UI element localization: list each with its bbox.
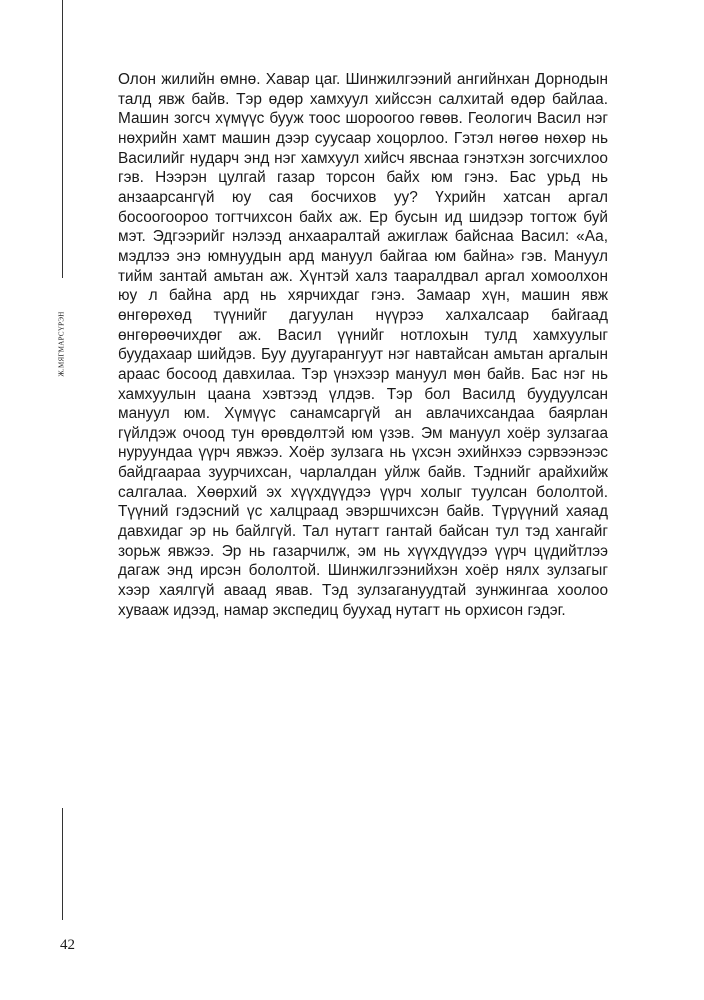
page-number: 42: [60, 937, 75, 953]
margin-rule-bottom: [62, 808, 63, 920]
margin-rule-top: [62, 0, 63, 278]
running-head-author: Ж.МЯГМАРСҮРЭН: [58, 311, 67, 377]
body-paragraph: Олон жилийн өмнө. Хавар цаг. Шинжилгээний ангийнхан Дорнодын талд явж байв. Тэр өдөр хамхуул хийссэн салхитай өдөр байлаа. Машин зогсч хүмүүс бууж тоос шороогоо гөвөв. Геологич Васил нэг нөхрийн хамт машин дээр суусаар хоцорлоо. Гэтэл нөгөө нөхөр нь Василийг нударч энд нэг хамхуул хийсч явснаа гэнэтхэн зогсчихлоо гэв. Нээрэн цулгай газар торсон байх юм гэнэ. Бас урьд нь анзаарсангүй юу сая босчихов уу? Үхрийн хатсан аргал босоогоороо тогтчихсон байх аж. Ер бусын ид шидээр тогтож буй мэт. Эдгээрийг нэлээд анхааралтай ажиглаж байснаа Васил: «Аа, мэдлээ энэ юмнуудын ард мануул байгаа юм байна» гэв. Мануул тийм зантай амьтан аж. Хүнтэй халз тааралдвал аргал хомоолхон юу л байна ард нь хярчихдаг гэнэ. Замаар хүн, машин явж өнгөрөхөд түүнийг дагуулан нүүрээ халхалсаар байгаад өнгөрөөчихдөг аж. Васил үүнийг нотлохын тулд хамхуулыг буудахаар шийдэв. Буу дуугарангуут нэг навтайсан амьтан аргалын араас босоод давхилаа. Тэр үнэхээр мануул мөн байв. Бас нэг нь хамхуулын цаана хэвтээд үлдэв. Тэр бол Василд буудуулсан мануул юм. Хүмүүс санамсаргүй ан авлачихсандаа баярлан гүйлдэж очоод тун өрөвдөлтэй юм үзэв. Эм мануул хоёр зулзагаа нуруундаа үүрч явжээ. Хоёр зулзага нь үхсэн эхийнхээ сэрвээнээс байдгаараа зуурчихсан, чарлалдан уйлж байв. Тэднийг арайхийж салгалаа. Хөөрхий эх хүүхдүүдээ үүрч холыг туулсан бололтой. Түүний гэдэсний үс халцраад эвэршчихсэн байв. Түрүүний хаяад давхидаг эр нь байлгүй. Тал нутагт гантай байсан тул тэд хангайг зорьж явжээ. Эр нь газарчилж, эм нь хүүхдүүдээ үүрч цүдийтлээ дагаж энд ирсэн бололтой. Шинжилгээнийхэн хоёр нялх зулзагыг хээр хаялгүй аваад явав. Тэд зулзагануудтай зунжингаа хоолоо хувааж идээд, намар экспедиц буухад нутагт нь орхисон гэдэг.: [118, 71, 608, 619]
running-head: [56, 284, 68, 404]
